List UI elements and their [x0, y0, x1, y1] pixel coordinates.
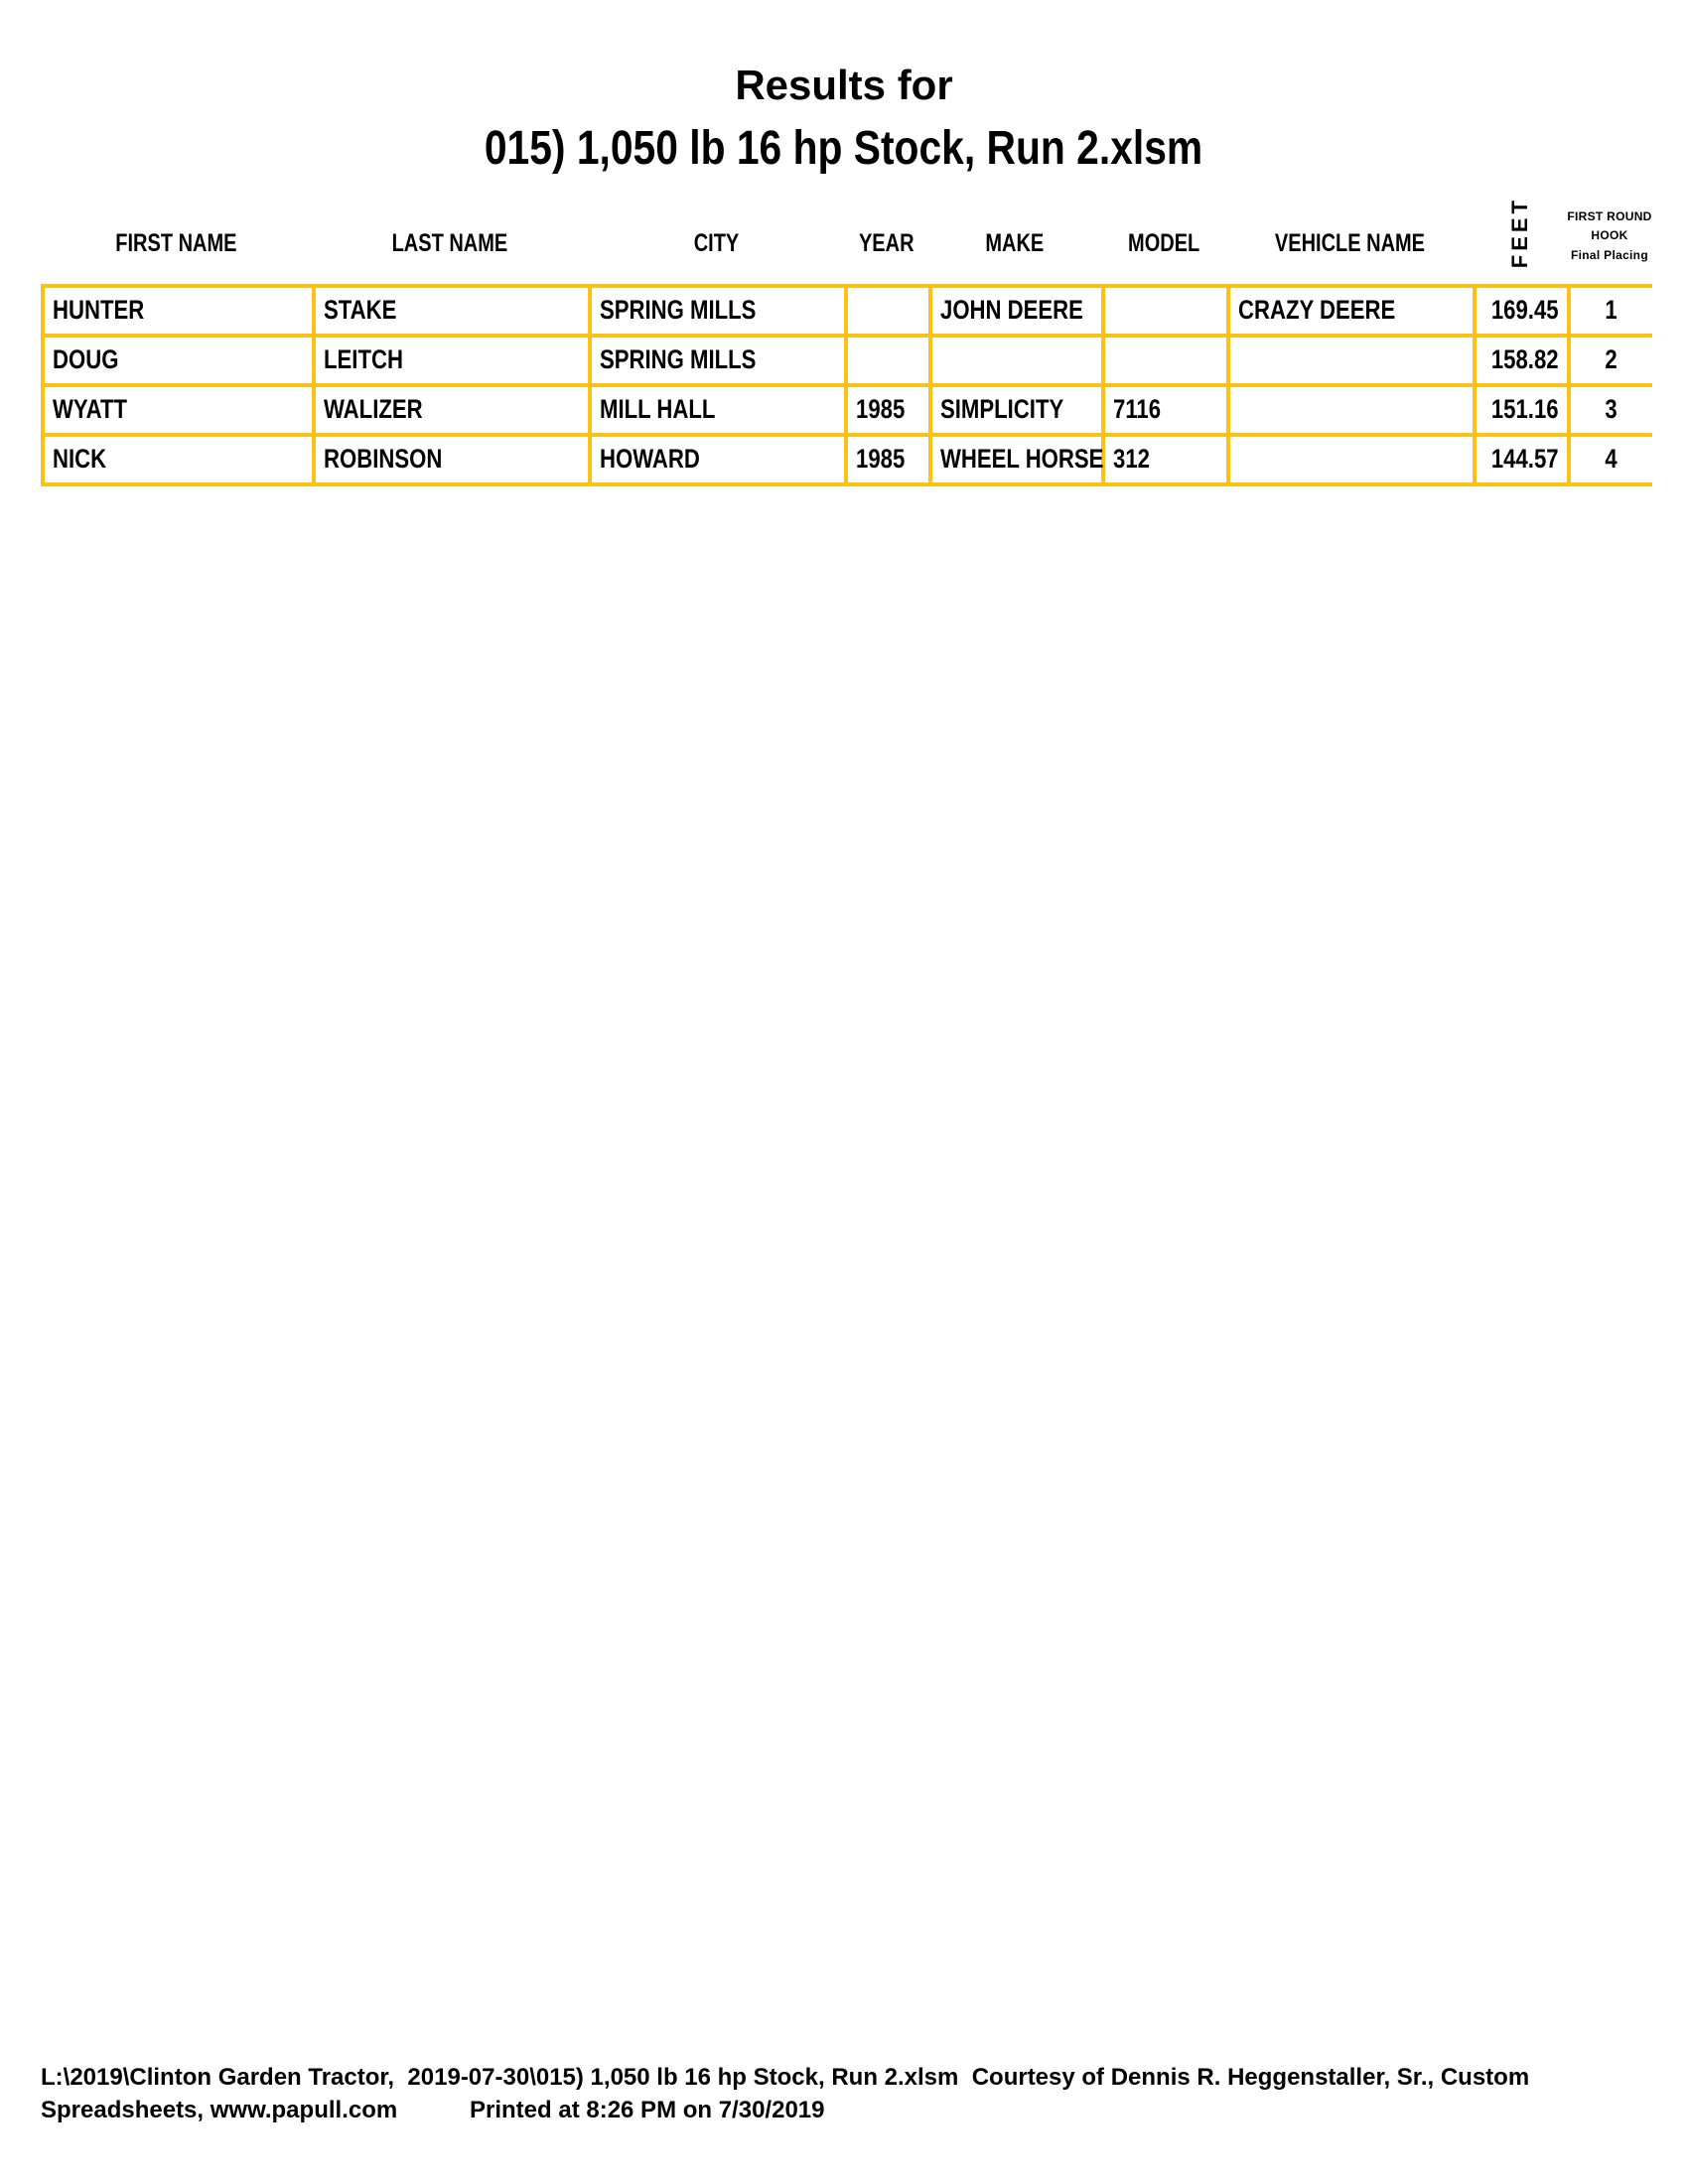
- cell-city: SPRING MILLS: [588, 288, 844, 334]
- cell-vehicle-name: [1226, 338, 1473, 383]
- cell-first-name: WYATT: [41, 387, 312, 433]
- column-header-vehicle-name-label: VEHICLE NAME: [1274, 229, 1425, 257]
- results-table: [41, 284, 1652, 486]
- cell-make: SIMPLICITY: [928, 387, 1101, 433]
- cell-first-name: HUNTER: [41, 288, 312, 334]
- cell-year: [844, 288, 928, 334]
- page-title: Results for: [735, 62, 953, 108]
- cell-year: 1985: [844, 387, 928, 433]
- cell-last-name: STAKE: [312, 288, 588, 334]
- column-header-make: [928, 229, 1101, 284]
- footer-file-path: L:\2019\Clinton Garden Tractor, 2019-07-30\015) 1,050 lb 16 hp Stock, Run 2.xlsm Courtesy of Dennis R. Heggenstaller, Sr., Custom: [41, 2064, 1530, 2091]
- cell-year: [844, 338, 928, 383]
- table-row: [41, 433, 1652, 482]
- cell-city: SPRING MILLS: [588, 338, 844, 383]
- cell-last-name: WALIZER: [312, 387, 588, 433]
- cell-city: MILL HALL: [588, 387, 844, 433]
- cell-model: 7116: [1101, 387, 1226, 433]
- cell-final-placing: 4: [1567, 437, 1652, 482]
- page-subtitle-filename: [0, 121, 1688, 176]
- cell-feet: 158.82: [1473, 338, 1567, 383]
- cell-feet: 144.57: [1473, 437, 1567, 482]
- first-round-hook-line2: HOOK: [1591, 228, 1628, 243]
- column-header-last-name-label: LAST NAME: [391, 229, 508, 257]
- column-header-last-name: [312, 229, 588, 284]
- cell-last-name: LEITCH: [312, 338, 588, 383]
- cell-first-name: NICK: [41, 437, 312, 482]
- table-row: [41, 383, 1652, 433]
- cell-vehicle-name: [1226, 387, 1473, 433]
- footer-website: Spreadsheets, www.papull.com: [41, 2097, 398, 2123]
- table-row: [41, 284, 1652, 334]
- cell-first-name: DOUG: [41, 338, 312, 383]
- cell-final-placing: 1: [1567, 288, 1652, 334]
- column-header-feet-rotated-label: FEET: [1506, 196, 1532, 268]
- cell-model: 312: [1101, 437, 1226, 482]
- cell-year: 1985: [844, 437, 928, 482]
- table-row: [41, 334, 1652, 383]
- cell-make: [928, 338, 1101, 383]
- footer-printed-timestamp: Printed at 8:26 PM on 7/30/2019: [470, 2097, 825, 2123]
- column-header-first-name: [41, 229, 312, 284]
- cell-vehicle-name: CRAZY DEERE: [1226, 288, 1473, 334]
- page-subtitle-text: 015) 1,050 lb 16 hp Stock, Run 2.xlsm: [485, 122, 1203, 175]
- cell-make: JOHN DEERE: [928, 288, 1101, 334]
- column-header-feet: [1473, 197, 1567, 284]
- cell-final-placing: 2: [1567, 338, 1652, 383]
- cell-last-name: ROBINSON: [312, 437, 588, 482]
- cell-make: WHEEL HORSE: [928, 437, 1101, 482]
- column-header-make-label: MAKE: [985, 229, 1045, 257]
- cell-feet: 151.16: [1473, 387, 1567, 433]
- table-header-row: [41, 195, 1652, 284]
- column-header-first-name-label: FIRST NAME: [115, 229, 237, 257]
- final-placing-label: Final Placing: [1571, 248, 1648, 263]
- column-header-year-label: YEAR: [858, 229, 914, 257]
- column-header-vehicle-name: [1226, 229, 1473, 284]
- cell-model: [1101, 288, 1226, 334]
- column-header-first-round-hook: [1567, 207, 1652, 284]
- cell-city: HOWARD: [588, 437, 844, 482]
- column-header-city-label: CITY: [693, 229, 739, 257]
- first-round-hook-line1: FIRST ROUND: [1567, 208, 1652, 223]
- first-round-hook-header-block: [1567, 207, 1651, 266]
- cell-model: [1101, 338, 1226, 383]
- column-header-city: [588, 229, 844, 284]
- cell-feet: 169.45: [1473, 288, 1567, 334]
- column-header-model: [1101, 229, 1226, 284]
- cell-final-placing: 3: [1567, 387, 1652, 433]
- cell-vehicle-name: [1226, 437, 1473, 482]
- column-header-year: [844, 229, 928, 284]
- column-header-model-label: MODEL: [1127, 229, 1200, 257]
